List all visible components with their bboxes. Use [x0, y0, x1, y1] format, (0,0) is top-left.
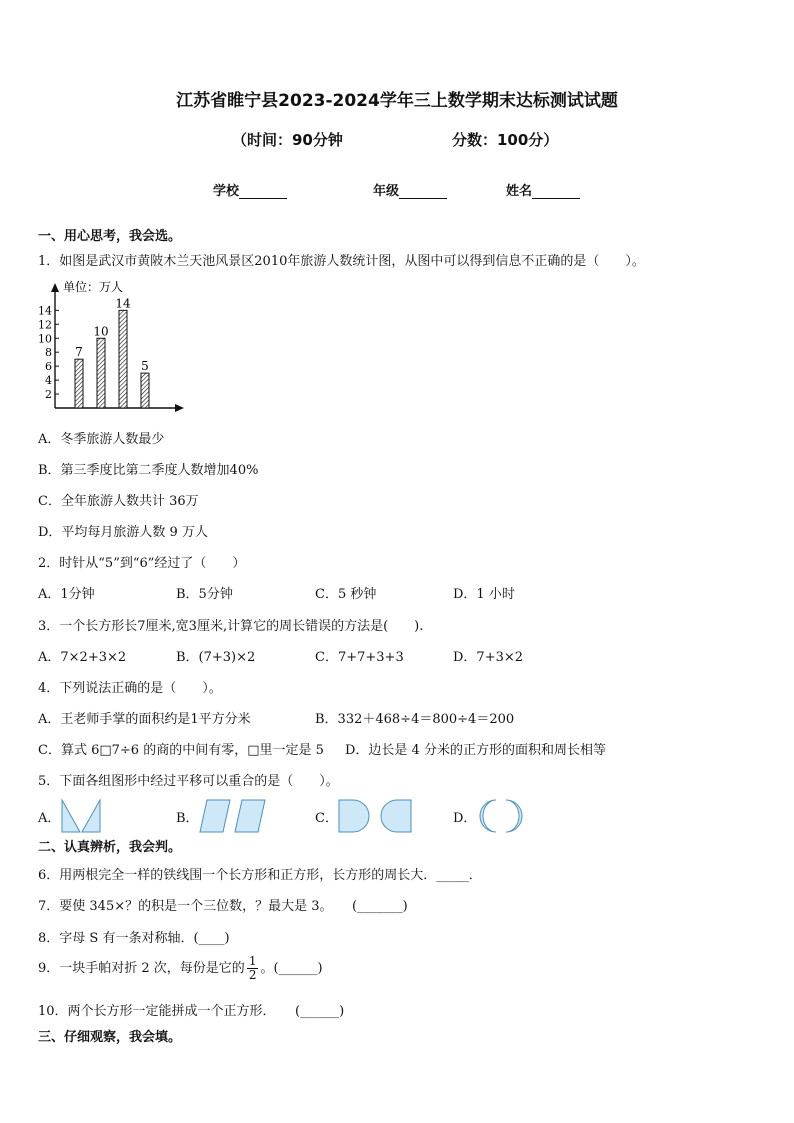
- q2-option-c: C．5 秒钟: [315, 587, 377, 602]
- q9-text: 9．一块手帕对折 2 次，每份是它的: [38, 961, 245, 976]
- q3-option-b: B．(7+3)×2: [176, 650, 256, 665]
- exam-time: （时间：90分钟: [232, 131, 343, 149]
- q9-answer-blank: 。(______): [260, 961, 323, 976]
- q4-option-d: D．边长是 4 分米的正方形的面积和周长相等: [345, 743, 606, 758]
- bar-2: [97, 338, 105, 408]
- bar-3: [119, 310, 127, 408]
- q2-option-b: B．5分钟: [176, 587, 233, 602]
- q5-option-d-crescents-figure: [474, 798, 530, 834]
- name-label: 姓名: [506, 184, 533, 199]
- bar-value-label: 10: [93, 324, 109, 339]
- fraction-denominator: 2: [248, 968, 257, 982]
- q1-option-c: C．全年旅游人数共计 36万: [38, 494, 199, 509]
- question-3: 3．一个长方形长7厘米,宽3厘米,计算它的周长错误的方法是( ).: [38, 619, 424, 634]
- q5-option-a-triangles-figure: [60, 798, 104, 834]
- q4-option-b: B．332＋468÷4＝800÷4＝200: [315, 712, 515, 727]
- q1-option-b: B．第三季度比第二季度人数增加40%: [38, 463, 259, 478]
- question-6: 6．用两根完全一样的铁线围一个长方形和正方形，长方形的周长大．_____．: [38, 868, 482, 883]
- q2-option-d: D．1 小时: [453, 587, 515, 602]
- question-7: 7．要使 345×？的积是一个三位数，？最大是 3。 (_______): [38, 899, 408, 914]
- q5-option-b-label: B．: [176, 811, 199, 826]
- bar-4: [141, 373, 149, 408]
- question-2: 2．时针从“5”到“6”经过了（ ）: [38, 556, 246, 571]
- bar-value-label: 7: [75, 345, 83, 360]
- question-4: 4．下列说法正确的是（ ）。: [38, 681, 222, 696]
- tourism-bar-chart: [35, 280, 195, 420]
- y-tick-label: 4: [45, 374, 52, 388]
- unit-label: 单位：万人: [63, 280, 124, 294]
- y-tick-label: 6: [45, 360, 52, 374]
- grade-field: [373, 180, 447, 199]
- y-tick-label: 12: [38, 318, 52, 332]
- grade-label: 年级: [373, 184, 400, 199]
- section-1-heading: 一、用心思考，我会选。: [38, 229, 182, 244]
- one-half-fraction: [247, 955, 259, 982]
- q5-option-c-label: C．: [315, 811, 338, 826]
- question-9: [38, 955, 323, 982]
- q3-option-c: C．7+7+3+3: [315, 650, 404, 665]
- question-1: 1．如图是武汉市黄陂木兰天池风景区2010年旅游人数统计图，从图中可以得到信息不正确的是（ ）。: [38, 254, 645, 269]
- grade-blank[interactable]: [399, 198, 447, 199]
- question-8: 8．字母 S 有一条对称轴．(____): [38, 931, 230, 946]
- school-blank[interactable]: [239, 198, 287, 199]
- name-blank[interactable]: [532, 198, 580, 199]
- y-tick-label: 10: [38, 332, 52, 346]
- name-field: [506, 180, 580, 199]
- bar-1: [75, 359, 83, 408]
- y-axis-arrow: [51, 283, 59, 292]
- x-axis-arrow: [175, 404, 184, 412]
- y-tick-label: 8: [45, 346, 52, 360]
- question-5: 5．下面各组图形中经过平移可以重合的是（ ）。: [38, 774, 339, 789]
- y-tick-label: 2: [45, 388, 52, 402]
- page-title: 江苏省睢宁县2023-2024学年三上数学期末达标测试试题: [176, 91, 618, 111]
- q3-option-d: D．7+3×2: [453, 650, 524, 665]
- school-field: [213, 180, 287, 199]
- fraction-numerator: 1: [248, 954, 257, 968]
- q2-option-a: A．1分钟: [38, 587, 95, 602]
- q5-option-c-half-circles-figure: [336, 798, 416, 834]
- bar-value-label: 5: [141, 359, 149, 374]
- question-10: 10．两个长方形一定能拼成一个正方形． (______): [38, 1004, 345, 1019]
- y-tick-label: 14: [38, 304, 52, 318]
- q4-option-a: A．王老师手掌的面积约是1平方分米: [38, 712, 251, 727]
- q5-option-b-parallelograms-figure: [198, 798, 270, 834]
- q4-option-c: C．算式 6□7÷6 的商的中间有零，□里一定是 5: [38, 743, 324, 758]
- q1-option-d: D．平均每月旅游人数 9 万人: [38, 525, 208, 540]
- school-label: 学校: [213, 184, 240, 199]
- section-2-heading: 二、认真辨析，我会判。: [38, 840, 182, 855]
- exam-score: 分数：100分）: [452, 131, 559, 149]
- q1-option-a: A．冬季旅游人数最少: [38, 432, 165, 447]
- bar-value-label: 14: [115, 296, 131, 311]
- q3-option-a: A．7×2+3×2: [38, 650, 127, 665]
- section-3-heading: 三、仔细观察，我会填。: [38, 1030, 182, 1045]
- q5-option-d-label: D．: [453, 811, 477, 826]
- q5-option-a-label: A．: [38, 811, 61, 826]
